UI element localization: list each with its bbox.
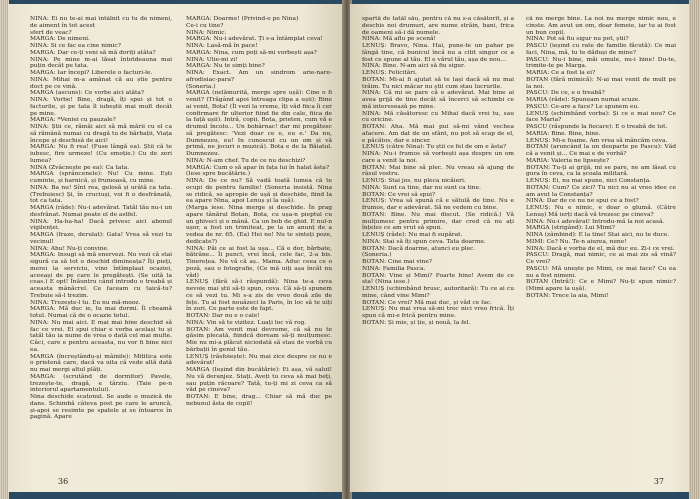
text-paragraph: LENUȘ (râde): Nu mai fi supărat. — [362, 232, 463, 238]
text-paragraph: LENUȘ (schimbând vorba): Și ce e mai nou? Ce face Maria? — [526, 110, 676, 124]
left-page-column-1 — [30, 16, 172, 476]
text-paragraph: LENUȘ: Ei, nu mai spune, nici Constanța. — [526, 178, 652, 184]
text-paragraph: MARGA: Mă duc ie, tu mai dormi. Îl cheamă totul. Numai că de o ocazie totul. — [30, 306, 172, 319]
text-paragraph: NINA: Pe mine m-ai lăsat întotdeauna mai puțin decât pe tata. — [30, 56, 172, 70]
text-paragraph: NINA: Dacă e vorba de el, mă duc eu. Zi-i ce vrei. — [526, 245, 675, 252]
text-paragraph: MARIA: Bine. Bine, bine. — [526, 130, 601, 137]
text-paragraph: NINA: Trezește-l tu. Eu nu mă-mooz. — [30, 299, 141, 306]
text-paragraph: PASCU: De ce, e o treabă? — [526, 90, 605, 97]
text-paragraph: că nu merge bine. La noi nu merge nimic nou, e cinste. Am avut un om, doar femeie, iar tu ai fost un bun copil. — [526, 16, 676, 36]
text-paragraph: MARIA: Valeria ne lipsește? — [526, 157, 610, 164]
text-paragraph: NINA: Ei nu te-ai mai întâlnit cu tu de nimeni, de aiment în tot acest — [30, 16, 172, 29]
text-paragraph: MIMI: Ce? Nu. Te-n aiurea, nene! — [526, 238, 627, 245]
text-paragraph: NINA: Nu-i frumos să vorbești așa despre un om care a venit la noi. — [362, 151, 514, 164]
text-paragraph: MARGA (sprâncenele): Nu! Cu mine. Ești cuminte, și harnică, și frumoasă, cu mine. — [30, 171, 172, 184]
text-paragraph: NINA: Știi ce, rămâi aici să mă mării cu el ca să rămână numai cu dragă tu de bărbații, Viața începe și deschisă de aici! — [30, 124, 172, 144]
text-paragraph: MARGA (fraze, derulat): Gata! Vrea să vezi tu vecinul! — [30, 232, 172, 245]
text-paragraph: NINA: De ce nu? Să vadă toată lumea că te ocupi de pentru familie! (Soneria insistă. Nina se ridică, se apropie de ușă și deschide, fiind la ea apare Nina, apoi Lenuș și la ușă). — [186, 178, 332, 205]
text-paragraph: MARGA: Dar ce-ți veni să mă doriți atâta? — [30, 49, 156, 56]
text-paragraph: MARGA (încreștându-și mâinile): Mititica este o prietenă care, dacă va uita că vede altă dată nu mai mergi altul plăți. — [30, 353, 172, 373]
text-paragraph: MARGA: De nimeni. — [30, 36, 90, 43]
text-paragraph: NINA (Zvâcnește pe ea): Ca tata. — [30, 164, 130, 171]
text-paragraph: NINA: Si ce fac ea cine nimic? — [30, 43, 121, 49]
text-paragraph: LENUȘ: Vrea să spună că e sătulă de tine. Nu e frumos, dar e adevărat. Să ne vedem cu bine. — [362, 198, 514, 211]
text-paragraph: PASCU: Ce-are a face? Le spunem eu. — [526, 103, 640, 110]
text-paragraph: MARGA (râde): Nu-i adevărat. Tatăl tău nu-i un desfrânat. Numai poate el de astfel. — [30, 205, 172, 218]
text-paragraph: NINA: Ba nu! Sînt rea, gelosă și urâtă ca tata. (Trebuiesc) Și, în cruciuși, voi fi o desfrânată, tot ca tata. — [30, 184, 172, 205]
text-paragraph: MARGA: Nu te simți bine? — [186, 63, 265, 70]
text-paragraph: MARGA: Doarme! (Privind-o pe Nina) — [186, 16, 299, 22]
text-paragraph: NINA: Nu mai aici. E mai mai bine deschid să fac ce vrei. El spui chiar e vorba același tu și tatăl tău ia nume de vrea o dată cel mai multe. Căci, care e pentru aceasta, nu vor fi bine nici ea. — [30, 319, 172, 353]
text-paragraph: sfert de veac? — [30, 29, 72, 36]
text-paragraph: BOTAN: E bine, drag... Chiar să mă duc pe nebunul ăsta de copil! — [186, 394, 332, 407]
text-paragraph: LENUȘ: Nu e nimic, e doar o glumă. (Către Lenuș) Mă ierți dacă vă trezesc pe cineva? — [526, 205, 676, 218]
text-paragraph: MARGA: Nu fi rea! (Fuse lângă ea). Știi că te iubesc, fire urmeze! (Cu emoție.) Cu de zeri lumea? — [30, 144, 172, 164]
text-paragraph: LENUȘ: Nu mai vrea să-mi trec nici vreo frică. Îți spun că mi-e frică pentru mine. — [362, 306, 514, 319]
text-paragraph: PASCU: Nu-i bine, măi omule, nu-i bine! Du-te, trimite-te pe Marga. — [526, 56, 676, 70]
text-paragraph: LENUȘ: Mi-e foame. Am vrea să mâncăm ceva. — [526, 137, 668, 144]
text-paragraph: LENUȘ (schimbând brusc, autoritară): Tu ce ai cu mine, când vine Mimi? — [362, 286, 514, 299]
text-paragraph: LENUȘ (răsfoiește): Nu mai zice despre ce nu e adevărat! — [186, 353, 332, 367]
left-page-column-2 — [186, 16, 332, 476]
text-paragraph: NINA: Familia Pasca. — [362, 265, 426, 272]
text-paragraph: MARGA: Nu-i adevărat. Ți s-a întâmplat ceva! — [186, 36, 323, 43]
text-paragraph: (Soneria.) — [186, 83, 216, 90]
text-paragraph: MARGA (strigând): Lui Mimi? — [526, 225, 615, 232]
text-paragraph: BOTAN: Ce vrei? Mă mai duc, și văd ce fac. — [362, 299, 493, 306]
text-paragraph: NINA: Vin să te vizitez. Luați loc vă rog. — [186, 319, 307, 326]
text-paragraph: NINA: Bine. N-am aici să fiu sigur. — [362, 63, 466, 70]
text-paragraph: BOTAN: Trece la aia, Mimi! — [526, 292, 609, 299]
text-paragraph: (Soneria.) — [362, 252, 392, 259]
text-paragraph: NINA: Pot să fiu sigur nu pot, știi? — [526, 36, 629, 43]
right-page-column-2 — [526, 16, 676, 476]
text-paragraph: BOTAN: Vine și Mimi? Foarte bine! Avem de ce sta! (Nina iese.) — [362, 272, 514, 286]
text-paragraph: PASCU (răspunde la fiecare): E o treabă de tot. — [526, 124, 668, 130]
text-paragraph: NINA: Nu-i adevărat! Introdu-mă la noi acasă. — [526, 218, 665, 225]
text-paragraph: BOTAN: Aha. Mă mai pui să-mi vând vechea afacere. Am dat de un sfânt, nu pot să scap de el, e păcătos, dar e sincer. — [362, 124, 514, 144]
right-page — [350, 4, 690, 492]
text-paragraph: NINA (zâmbind): E la tine! Stai aici, nu te duce. — [526, 232, 670, 238]
text-paragraph: BOTAN: Ce vrei să spui? — [362, 191, 436, 198]
text-paragraph: (Iese spre bucătărie.) — [186, 171, 251, 178]
text-paragraph: MARIA (râde): Spuneam numai scuze. — [526, 97, 641, 103]
text-paragraph: spartă de tatăl său, pentru că nu s-a căsătorit, și a deschis noi drumuri, are nume străin, bani, frica de oameni să-i dă numele. — [362, 16, 514, 36]
text-paragraph: MARGA: Cum o să apar în fața lui în halat ăsta? — [186, 164, 330, 171]
text-paragraph: BOTAN: Mi-ai fi ajutat să te lași dacă să nu mai trăim. Tu nici măcar nu știi cum stau lucrurile. — [362, 76, 514, 90]
text-paragraph: MARGA (Ieșind din bucătărie): Ei așa, vă salut! Nu vă deranjez. Stați. Aveți tu ceva să mai beți, sau puțin răcoare? Tată, tu-ți mi zi ceva ca să văd pe cineva? — [186, 367, 332, 394]
text-paragraph: BOTAN: Cum? Ce zici? Tu nici nu ai vreo idee ce am avut la Constanța? — [526, 184, 676, 198]
text-paragraph: NINA: N-am chef. Tu de ce nu deschizi? — [186, 157, 306, 164]
text-paragraph: PASCU (ieșind cu rate de familie făcută): Ce mai faci, Nina, mă, tu te dăduși de mine? — [526, 43, 676, 56]
page-number-left: 36 — [58, 477, 69, 486]
text-paragraph: LENUȘ (fără să-i răspundă): Nina te-a ceva nevoie mai știi să-ți spun, ceva. Că să-ți spunem ce să vezi tu. Mi s-a zis de vreo două zile de fețe. Tu ai fost nouăzeci la Paris, în loc să te uiți în zori. Ce parte este de fapt. — [186, 279, 332, 313]
text-paragraph: BOTAN: Cine mai vine? — [362, 259, 432, 265]
text-paragraph: Nina deschide scatonul. Se aude o muzică de dans. Schimbă câteva post pe care le aruncă, și-apoi se resimte pe spatele și se întoarce în pagină. Apare — [30, 394, 172, 421]
text-paragraph: NINA: Vorbe! Bine, dragă, îți spui și tot o facturile, și pe tata îl iubeștii mai mult decât pe mine. — [30, 97, 172, 117]
text-paragraph: NINA: Sunt ca tine, dar nu sunt ca tine. — [362, 184, 481, 191]
text-paragraph: NINA: Stai să îți spun ceva. Tata doarme. — [362, 238, 486, 245]
text-paragraph: LENUȘ: Bravo, Nina. Hai, pune-te un pahar pe lângă tine, că bunicul încă nu a citit singur ce a fost ce spune al tău. El e vărul tău, așa de nou... — [362, 43, 514, 63]
text-paragraph: NINA: Dar de ce nu ne spui ce a fost? — [526, 198, 639, 205]
text-paragraph: BOTAN: Am venit mai devreme, că să nu te găsim plecată, fiindcă doream să-ți mulțumesc. Mie nu mi-a plăcut niciodată să stau de vorbă cu bărbații în genul tău. — [186, 326, 332, 353]
text-paragraph: PASCU: Dragă, mai nimic, ce ai mai zis să vină? Ce vrei? — [526, 252, 676, 265]
right-page-edges — [689, 0, 700, 499]
text-paragraph: NINA: Mă căsătoresc cu Mihai dacă vrei tu, sau cu oricine. — [362, 110, 514, 124]
text-paragraph: NINA: Ahu! Nu-ți convine. — [30, 245, 109, 252]
text-paragraph: BOTAN: Bine. Nu mai discut. (Se ridică.) Vă mulțumesc pentru primire, dar cred că nu ați înțeles ce am vrut să spun. — [362, 211, 514, 232]
text-paragraph: NINA: Păi ce ai fost la ușa... Că e dor, bărbate, bătrâne... Îi punct, vrei încă, cele fac, 2-a bis. Tinerețea. Nu vă că aș.. Mama. Aduc ceea ce o poză, sau o fotografie, (Ce mă uiți așa încât nu văd) — [186, 245, 332, 279]
text-paragraph: NINA: Mihai m-a amânat că au știe pentru doct pe ce vină. — [30, 76, 172, 90]
text-paragraph: NINA: Ulie-mi zi! — [186, 56, 238, 63]
text-paragraph: NINA: Exact. Am un sindrom arie-nare-afrodisiac-para? — [186, 70, 332, 83]
text-paragraph: LENUȘ (către Nina): Tu știi ce fel de om e ăsta? — [362, 144, 507, 151]
text-paragraph: LENUȘ: Felicitări. — [362, 70, 417, 76]
text-paragraph: BOTAN (fără mimică): N-ai mai venit de mult pe la noi. — [526, 76, 676, 90]
text-paragraph: MARGA (ascuns): Ce vorbe aici atâta? — [30, 90, 145, 97]
text-paragraph: BOTAN: Tu-ți ai grijă, mi se pare, ne am lăsat cu gura în ceva, ca la școala militară. — [526, 164, 676, 178]
text-paragraph: BOTAN: Dacă doarme, atunci eu plec. — [362, 245, 476, 252]
right-page-column-1 — [362, 16, 514, 476]
text-paragraph: BOTAN: Mai bine să plec. Nu vreau să ajung de râsul vostru. — [362, 164, 514, 178]
text-paragraph: NINA: Că mi se pare că e adevărat. Mai bine ai avea grijă de tine decât să încerci să schimbi ce mă interesează pe mine. — [362, 90, 514, 110]
left-page — [8, 4, 344, 492]
text-paragraph: NINA: Mă aflu pe scenă! — [362, 36, 436, 43]
text-paragraph: BOTAN: Și mie, și ție, și nouă, la fel. — [362, 319, 471, 326]
text-paragraph: MARGA: (scrutând de dormitor) Pavele, trezește-te, dragă, e târziu. (Taie pe-n interiorul apartamentului). — [30, 373, 172, 394]
text-paragraph: MARGA: *Veniei cu pauzale? — [30, 117, 116, 124]
text-paragraph: BOTAN (aruncând la un deoparte pe Pascu): Văd că a venit și... Ce mai e de vorbă? — [526, 144, 676, 157]
text-paragraph: (Marga iese. Nina merge și deschide. În prag apare tânărul Botan, Bota, cu ușa-n pieptul cu un ghiveci și o mână. Ca un bob de ghid. E nul-n ușor, a fost un trimiteat, pe la un anunț de a vedea de nr. 65. (Ea) Hei ne! Nu te sinteți poze, dedicate?) — [186, 205, 332, 245]
text-paragraph: NINA: Ha-ha-ha! Dacă privesc aici abonul vigilenței. — [30, 218, 172, 232]
text-paragraph: MARGA: Iar începi? Liberele o facturi-le. — [30, 70, 153, 76]
page-number-right: 37 — [653, 477, 664, 486]
text-paragraph: NINA: Lasă-mă în pace! — [186, 43, 258, 49]
text-paragraph: LENUȘ: Stai jos, nu pleca nicăieri. — [362, 178, 466, 184]
text-paragraph: MARGA: Insugi să mă enervezi. Nu vezi că stai sigură ca să tot o deschid dimineața? Îți pieți, merei la serviciu, vino întîmplaat ocaziei, aceeași de pe care le pregătești. (Se uită la ceas.) E opt! Înăuntru când introdu o treabă și aceasta mânăcrel. Ce faceam cu taică-tu? Trebuie să-l trezim. — [30, 252, 172, 299]
text-paragraph: Ce-i cu tine? — [186, 22, 224, 29]
text-paragraph: PASCU: Mă unește pe Mimi, ce mai face? Cu ea nu a fost nimeni. — [526, 265, 676, 279]
text-paragraph: MARIA: Ce a fost la ei? — [526, 70, 596, 76]
text-paragraph: BOTAN: Dar nu e o cale! — [186, 313, 260, 319]
text-paragraph: MARGA (nelămurită, merge spre ușă): Cine o fi venit? (Trăgând apoi întreaga clipa a ușii): Bine ai venit, Bota! (Îl vezi la vreme, îți văd fiica îi cer confirmare fir ulterior fiind fie din cale, fiica de la față ușii). Intră, copii, Bota, prieten, cum vă e drumul încolo... Un bobârnac! dar mi pregătesc să pregătesc: 'Vezi doar ce e, eu e.' Da nu, Dumnezeu, eu! In cunoscut cu un om și vă primă, ne jocuri o muzică). Bota e de la Băiatul. Dumnezeu. — [186, 90, 332, 157]
text-paragraph: NINA: Nimic. — [186, 29, 227, 36]
text-paragraph: MARGA: Nina, cum poți să-mi vorbești așa? — [186, 49, 317, 56]
text-paragraph: BOTAN (Intră!): Ce e Mimi? Nu-ți spun nimic? (Mimi apare la ușă). — [526, 279, 676, 292]
